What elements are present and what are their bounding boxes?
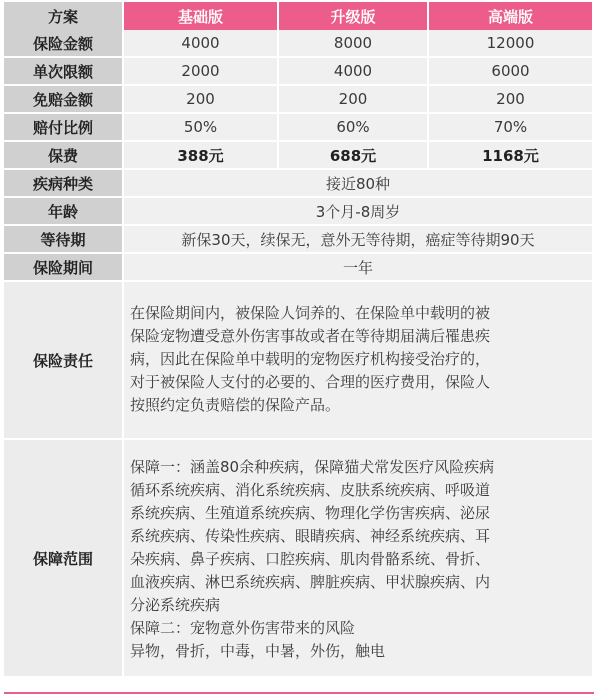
cell-premium: 1168元 <box>429 142 594 170</box>
row-age <box>4 198 594 226</box>
row-label: 保险期间 <box>4 254 124 282</box>
text-line: 系统疾病、生殖道系统疾病、物理化学伤害疾病、泌尿 <box>130 504 491 522</box>
cell-value: 接近80种 <box>124 170 594 198</box>
row-label: 保障范围 <box>4 440 124 678</box>
cell-basic: 2000 <box>124 58 279 86</box>
text-line: 病，因此在保险单中载明的宠物医疗机构接受治疗的， <box>130 350 491 368</box>
row-deductible <box>4 86 594 114</box>
header-upgrade: 升级版 <box>279 2 429 30</box>
plan-comparison-table <box>4 2 594 678</box>
row-insurance-period <box>4 254 594 282</box>
cell-basic: 200 <box>124 86 279 114</box>
header-plan-label: 方案 <box>4 2 124 30</box>
row-label: 保险责任 <box>4 282 124 440</box>
cell-premium: 200 <box>429 86 594 114</box>
row-coverage <box>4 440 594 678</box>
row-single-limit <box>4 58 594 86</box>
text-line: 保障二：宠物意外伤害带来的风险 <box>130 619 356 637</box>
text-line: 保障一：涵盖80余种疾病，保障猫犬常发医疗风险疾病 <box>130 458 495 476</box>
row-label: 保险金额 <box>4 30 124 58</box>
row-payout-ratio <box>4 114 594 142</box>
cell-upgrade: 688元 <box>279 142 429 170</box>
cell-value: 新保30天，续保无，意外无等待期，癌症等待期90天 <box>124 226 594 254</box>
header-premium: 高端版 <box>429 2 594 30</box>
row-premium-fee <box>4 142 594 170</box>
cell-basic: 50% <box>124 114 279 142</box>
cell-premium: 70% <box>429 114 594 142</box>
cell-upgrade: 200 <box>279 86 429 114</box>
row-label: 疾病种类 <box>4 170 124 198</box>
text-line: 对于被保险人支付的必要的、合理的医疗费用，保险人 <box>130 373 491 391</box>
text-line: 朵疾病、鼻子疾病、口腔疾病、肌肉骨骼系统、骨折、 <box>130 550 491 568</box>
row-waiting-period <box>4 226 594 254</box>
cell-basic: 388元 <box>124 142 279 170</box>
insurance-plan-table-page <box>0 2 600 698</box>
text-line: 异物，骨折，中毒，中暑，外伤，触电 <box>130 642 386 660</box>
row-label: 单次限额 <box>4 58 124 86</box>
text-line: 血液疾病、淋巴系统疾病、脾脏疾病、甲状腺疾病、内 <box>130 573 491 591</box>
text-line: 保险宠物遭受意外伤害事故或者在等待期届满后罹患疾 <box>130 327 491 345</box>
cell-value: 3个月-8周岁 <box>124 198 594 226</box>
bottom-accent-line <box>4 692 594 694</box>
text-line: 按照约定负责赔偿的保险产品。 <box>130 396 341 414</box>
text-line: 系统疾病、传染性疾病、眼睛疾病、神经系统疾病、耳 <box>130 527 491 545</box>
row-disease-types <box>4 170 594 198</box>
cell-upgrade: 8000 <box>279 30 429 58</box>
cell-basic: 4000 <box>124 30 279 58</box>
coverage-text <box>124 440 594 678</box>
row-label: 免赔金额 <box>4 86 124 114</box>
text-line: 循环系统疾病、消化系统疾病、皮肤系统疾病、呼吸道 <box>130 481 491 499</box>
cell-premium: 12000 <box>429 30 594 58</box>
row-liability <box>4 282 594 440</box>
cell-value: 一年 <box>124 254 594 282</box>
header-row <box>4 2 594 30</box>
text-line: 在保险期间内，被保险人饲养的、在保险单中载明的被 <box>130 304 491 322</box>
row-label: 等待期 <box>4 226 124 254</box>
row-label: 赔付比例 <box>4 114 124 142</box>
cell-premium: 6000 <box>429 58 594 86</box>
row-insured-amount <box>4 30 594 58</box>
row-label: 年龄 <box>4 198 124 226</box>
text-line: 分泌系统疾病 <box>130 596 221 614</box>
cell-upgrade: 4000 <box>279 58 429 86</box>
row-label: 保费 <box>4 142 124 170</box>
header-basic: 基础版 <box>124 2 279 30</box>
liability-text <box>124 282 594 440</box>
cell-upgrade: 60% <box>279 114 429 142</box>
